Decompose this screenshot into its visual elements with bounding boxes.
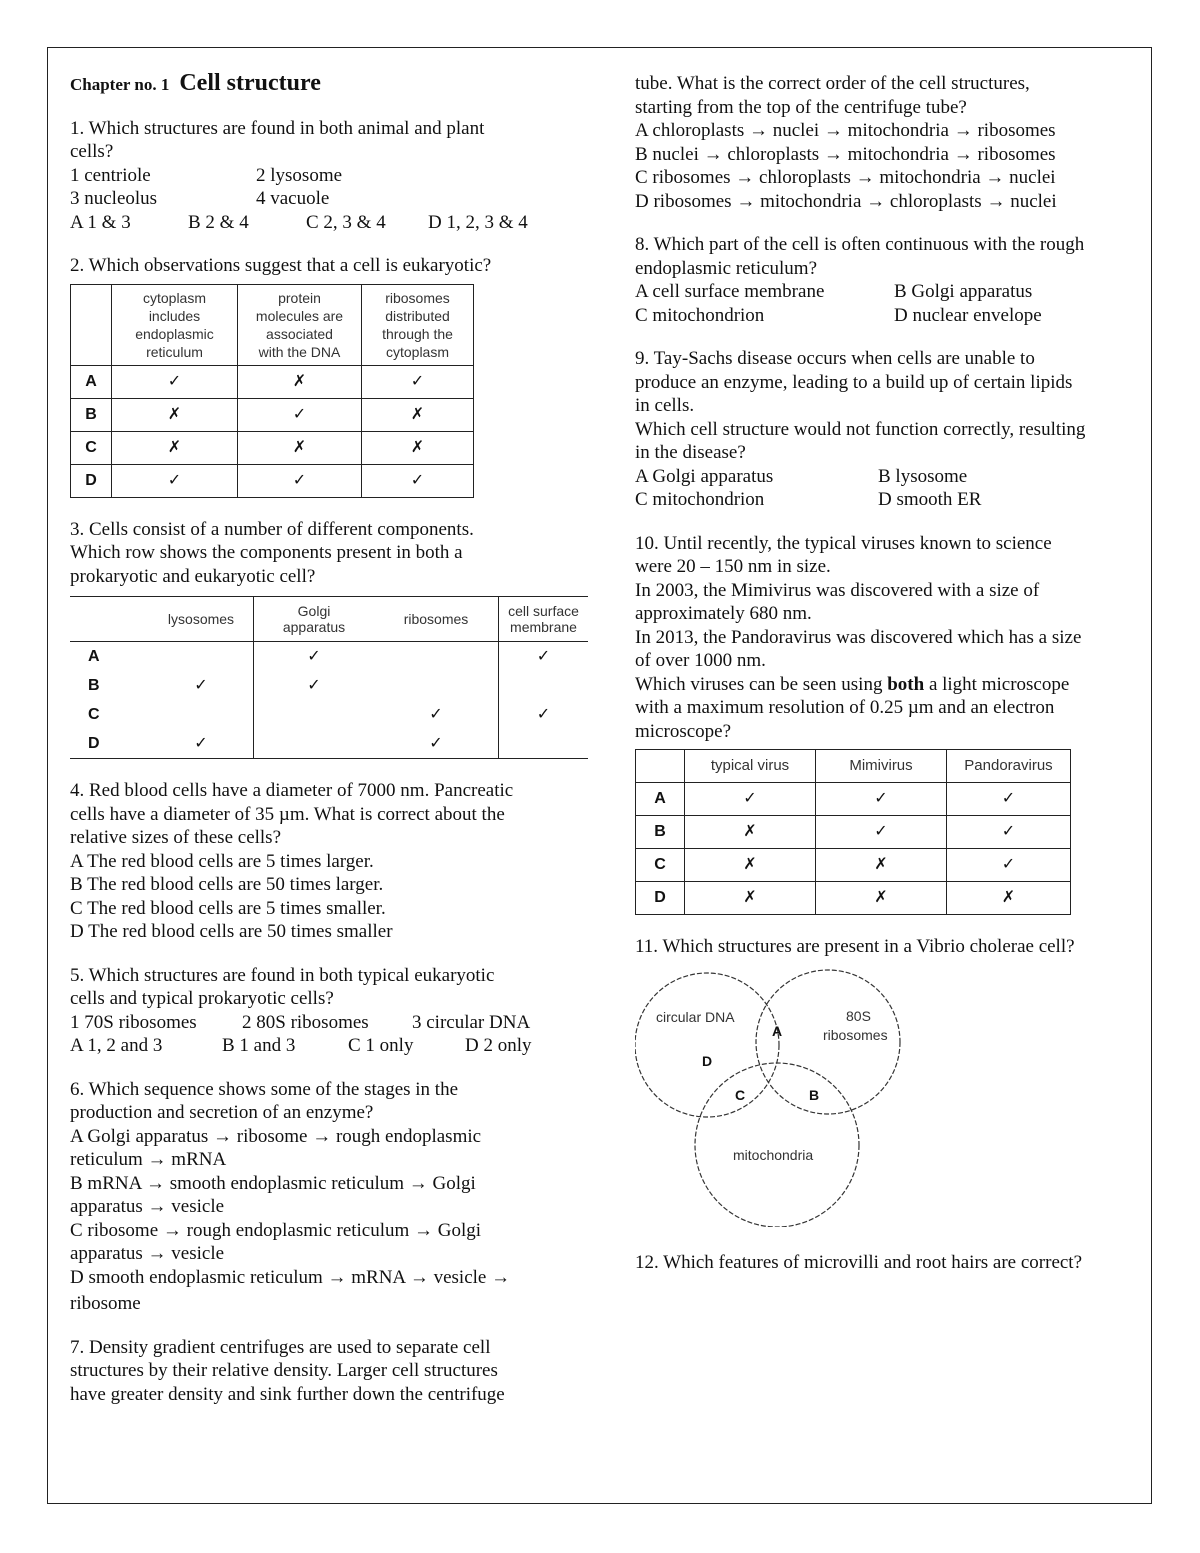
q8-options [635, 280, 1135, 327]
venn-label-circular-dna: circular DNA [656, 1008, 735, 1025]
question-1 [70, 117, 590, 235]
table-row: C ✗ ✗ ✓ [636, 849, 1071, 882]
q8-stem: 8. Which part of the cell is often continuous with the rough [635, 234, 1085, 255]
q6-line: production and secretion of an enzyme? [70, 1102, 374, 1123]
q5-item: 1 70S ribosomes [70, 1011, 197, 1033]
q6-option-b: apparatus → vesicle [70, 1196, 225, 1217]
table-row: B ✗ ✓ ✓ [636, 816, 1071, 849]
q8-option-c: C mitochondrion [635, 304, 765, 326]
q6-option-a: reticulum → mRNA [70, 1149, 227, 1170]
q9-line: in cells. [635, 395, 695, 416]
q2-table [70, 284, 474, 498]
q4-line: relative sizes of these cells? [70, 827, 282, 848]
q9-line: 9. Tay-Sachs disease occurs when cells are unable to [635, 348, 1035, 369]
table-row: D ✓ ✓ [70, 729, 588, 759]
q1-stem: cells? [70, 141, 114, 162]
q5-stem: cells and typical prokaryotic cells? [70, 988, 334, 1009]
question-12 [635, 1251, 1135, 1275]
table-row: B ✓ ✓ [70, 671, 588, 700]
q3-stem: Which row shows the components present in both a [70, 542, 463, 563]
venn-circle-mitochondria [695, 1063, 859, 1227]
venn-label-80s: 80S [846, 1007, 871, 1024]
question-2 [70, 254, 590, 498]
emphasis-both: both [887, 673, 925, 695]
q5-option-c: C 1 only [348, 1035, 414, 1056]
question-11 [635, 935, 1135, 1233]
q9-line: produce an enzyme, leading to a build up of certain lipids [635, 371, 1073, 393]
q10-line: were 20 – 150 nm in size. [635, 556, 831, 577]
q7-option-d: D ribosomes → mitochondria → chloroplasts → nuclei [635, 190, 1057, 212]
q10-table [635, 749, 1071, 915]
q6-option-c: C ribosome → rough endoplasmic reticulum → Golgi [70, 1219, 482, 1241]
q1-option-d: D 1, 2, 3 & 4 [428, 211, 528, 233]
question-4 [70, 779, 590, 944]
question-6 [70, 1078, 590, 1316]
table-row: A ✓ ✓ [70, 642, 588, 672]
q10-line: In 2003, the Mimivirus was discovered with a size of [635, 579, 1040, 601]
q3-header: cell surface membrane [499, 597, 589, 642]
q5-item: 3 circular DNA [412, 1011, 531, 1033]
q1-item: 1 centriole [70, 164, 151, 186]
q10-line: In 2013, the Pandoravirus was discovered which has a size [635, 626, 1082, 648]
question-5 [70, 964, 590, 1058]
chapter-title: Cell structure [179, 70, 321, 96]
q10-line: of over 1000 nm. [635, 650, 766, 671]
q9-options [635, 465, 1135, 512]
q9-option-a: A Golgi apparatus [635, 465, 774, 487]
q2-header: cytoplasm includes endoplasmic reticulum [112, 284, 238, 365]
q4-option-b: B The red blood cells are 50 times larger. [70, 874, 384, 895]
page-title [70, 72, 590, 97]
q4-option-d: D The red blood cells are 50 times smaller [70, 921, 393, 942]
question-8 [635, 233, 1135, 327]
question-9 [635, 347, 1135, 512]
q7-line: structures by their relative density. Larger cell structures [70, 1360, 498, 1381]
q6-option-a: A Golgi apparatus → ribosome → rough endoplasmic [70, 1125, 482, 1147]
q1-item: 3 nucleolus [70, 188, 158, 209]
q1-option-c: C 2, 3 & 4 [306, 211, 386, 233]
venn-region-c: C [735, 1086, 746, 1103]
table-row: D ✗ ✗ ✗ [636, 882, 1071, 915]
table-row: C ✓ ✓ [70, 700, 588, 729]
q5-items [70, 1011, 590, 1035]
q4-line: 4. Red blood cells have a diameter of 7000 nm. Pancreatic [70, 780, 514, 801]
q6-line: 6. Which sequence shows some of the stages in the [70, 1078, 459, 1100]
q12-stem: 12. Which features of microvilli and root hairs are correct? [635, 1252, 1083, 1273]
q7-line: tube. What is the correct order of the cell structures, [635, 73, 1030, 94]
q3-stem: 3. Cells consist of a number of different components. [70, 518, 474, 540]
question-7-continued [635, 72, 1135, 213]
q4-option-c: C The red blood cells are 5 times smaller. [70, 897, 386, 919]
q7-line: 7. Density gradient centrifuges are used to separate cell [70, 1336, 491, 1358]
venn-diagram [635, 967, 935, 1227]
q8-option-b: B Golgi apparatus [894, 281, 1033, 302]
q10-header: Pandoravirus [947, 750, 1071, 783]
venn-circle-circular-dna [635, 973, 779, 1117]
q7-line: starting from the top of the centrifuge tube? [635, 96, 967, 118]
q1-stem: 1. Which structures are found in both animal and plant [70, 117, 485, 139]
question-10 [635, 532, 1135, 916]
table-row: D ✓ ✓ ✓ [71, 464, 474, 497]
q9-line: Which cell structure would not function correctly, resulting [635, 418, 1086, 440]
q2-stem: 2. Which observations suggest that a cell is eukaryotic? [70, 255, 492, 276]
q8-stem: endoplasmic reticulum? [635, 257, 818, 279]
venn-region-d: D [702, 1052, 713, 1069]
left-column [70, 72, 590, 1406]
q5-item: 2 80S ribosomes [242, 1011, 369, 1033]
question-7 [70, 1336, 590, 1407]
venn-region-a: A [772, 1022, 783, 1039]
table-row: A ✓ ✓ ✓ [636, 783, 1071, 816]
q5-options [70, 1034, 590, 1058]
q10-line: with a maximum resolution of 0.25 µm and an electron [635, 697, 1055, 718]
q2-header: ribosomes distributed through the cytoplasm [362, 284, 474, 365]
q6-option-d: D smooth endoplasmic reticulum → mRNA → vesicle → [70, 1266, 511, 1288]
q3-header: lysosomes [149, 597, 254, 642]
q2-header: protein molecules are associated with the DNA [238, 284, 362, 365]
q1-option-b: B 2 & 4 [188, 211, 249, 233]
q9-option-d: D smooth ER [878, 489, 982, 510]
q10-header-blank [636, 750, 685, 783]
q8-option-a: A cell surface membrane [635, 281, 825, 302]
q7-line: have greater density and sink further down the centrifuge [70, 1383, 505, 1405]
q6-option-c: apparatus → vesicle [70, 1243, 225, 1264]
q4-line: cells have a diameter of 35 µm. What is correct about the [70, 803, 505, 825]
table-row: A ✓ ✗ ✓ [71, 365, 474, 398]
q9-line: in the disease? [635, 442, 746, 463]
q7-option-b: B nuclei → chloroplasts → mitochondria → ribosomes [635, 143, 1056, 165]
q10-header: Mimivirus [816, 750, 947, 783]
q11-stem: 11. Which structures are present in a Vibrio cholerae cell? [635, 936, 1075, 957]
q9-option-c: C mitochondrion [635, 489, 765, 510]
q10-line: approximately 680 nm. [635, 603, 812, 624]
q10-header: typical virus [685, 750, 816, 783]
q3-header: Golgi apparatus [254, 597, 375, 642]
q8-option-d: D nuclear envelope [894, 304, 1042, 326]
q1-options [70, 211, 590, 235]
q5-option-d: D 2 only [465, 1035, 532, 1056]
q3-header-blank [70, 597, 149, 642]
q7-option-a: A chloroplasts → nuclei → mitochondria → ribosomes [635, 120, 1056, 141]
q1-item: 2 lysosome [256, 164, 343, 186]
q3-header: ribosomes [374, 597, 499, 642]
q1-option-a: A 1 & 3 [70, 211, 131, 233]
chapter-label: Chapter no. 1 [70, 75, 170, 94]
q1-items [70, 164, 590, 211]
venn-label-ribosomes: ribosomes [823, 1026, 888, 1043]
venn-label-mitochondria: mitochondria [733, 1146, 814, 1163]
venn-region-b: B [809, 1086, 820, 1103]
q1-item: 4 vacuole [256, 188, 330, 209]
q2-header-blank [71, 284, 112, 365]
q10-line: 10. Until recently, the typical viruses known to science [635, 532, 1052, 554]
q4-option-a: A The red blood cells are 5 times larger. [70, 850, 374, 872]
q6-option-b: B mRNA → smooth endoplasmic reticulum → Golgi [70, 1172, 476, 1194]
right-column [635, 72, 1135, 1275]
q7-option-c: C ribosomes → chloroplasts → mitochondria → nuclei [635, 167, 1056, 188]
question-3 [70, 518, 590, 760]
q5-stem: 5. Which structures are found in both typical eukaryotic [70, 964, 495, 986]
table-row: C ✗ ✗ ✗ [71, 431, 474, 464]
q3-table [70, 596, 588, 759]
q9-option-b: B lysosome [878, 465, 968, 487]
q5-option-a: A 1, 2 and 3 [70, 1035, 163, 1056]
q3-stem: prokaryotic and eukaryotic cell? [70, 565, 316, 587]
q10-line: Which viruses can be seen using both a light microscope [635, 673, 1070, 695]
table-row: B ✗ ✓ ✗ [71, 398, 474, 431]
q6-option-d: ribosome [70, 1293, 141, 1314]
q10-line: microscope? [635, 720, 732, 742]
q5-option-b: B 1 and 3 [222, 1035, 296, 1056]
